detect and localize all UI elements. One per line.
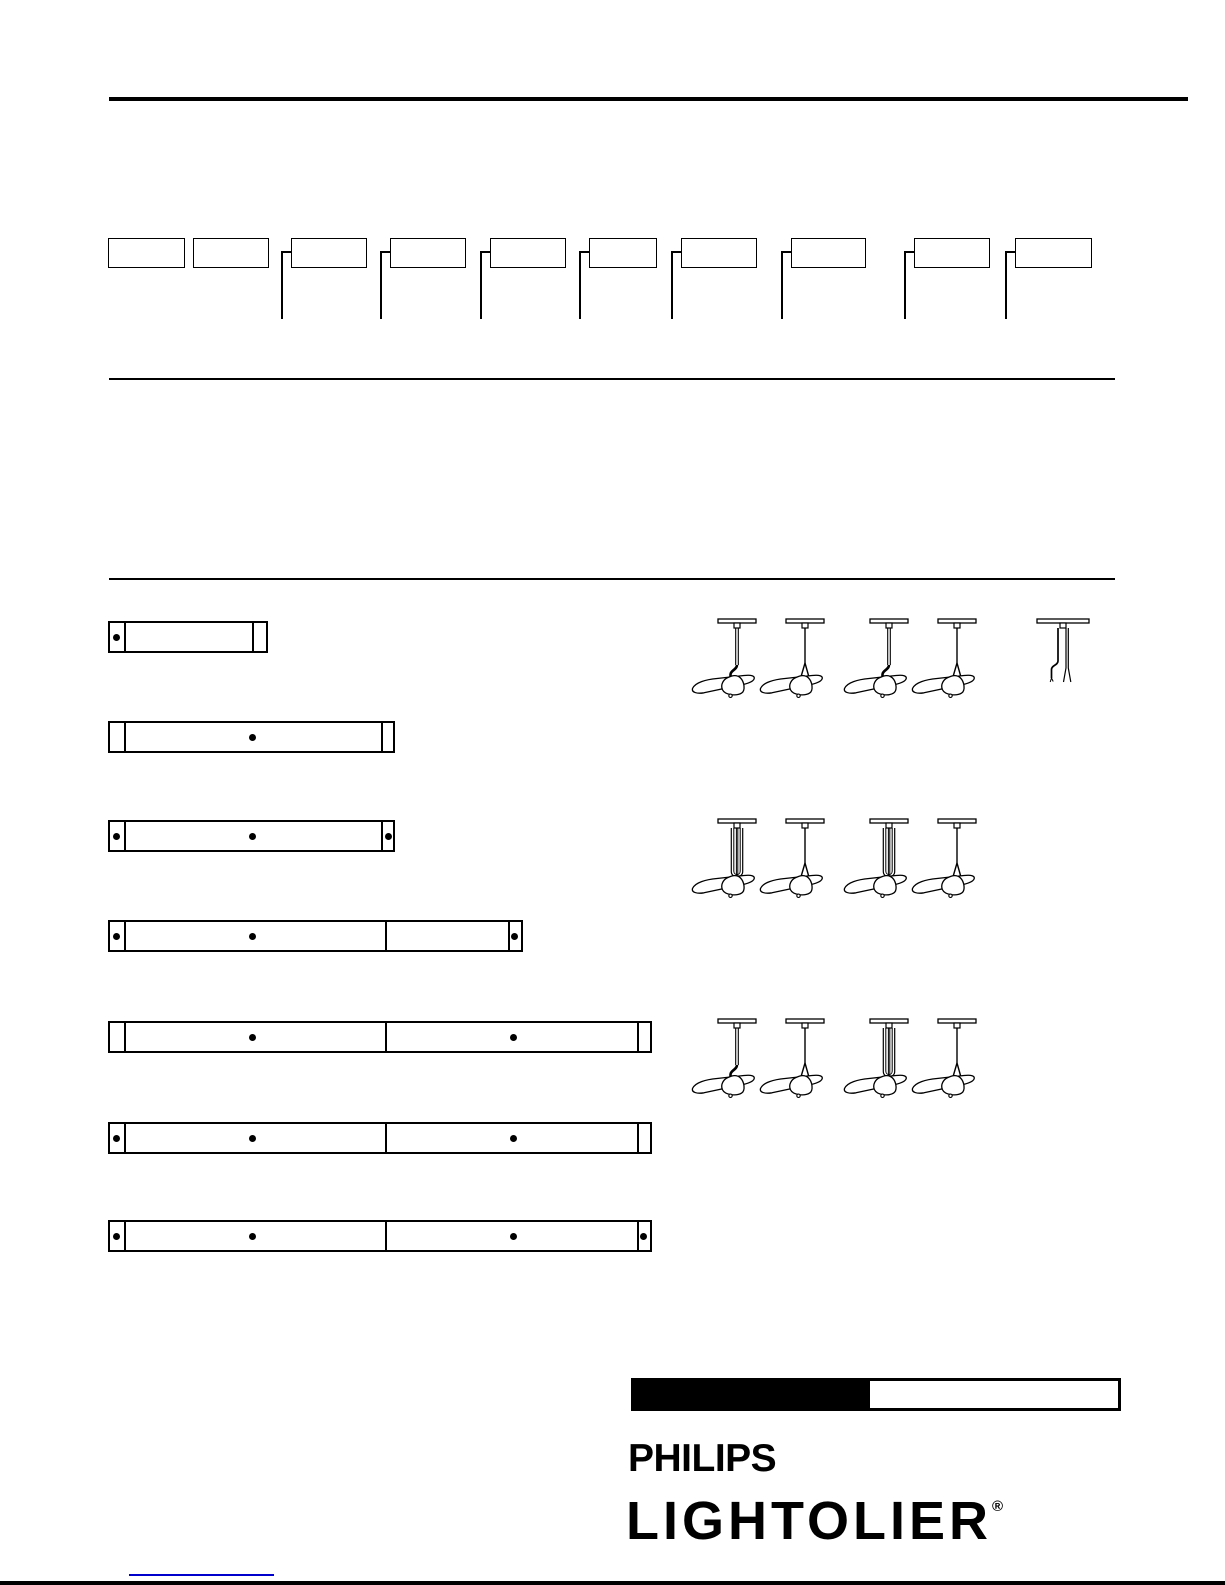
- mounting-point-dot: [510, 1233, 517, 1240]
- mounting-point-dot: [113, 1233, 120, 1240]
- pendant-mount-loop-diagram: [841, 816, 909, 902]
- mounting-point-dot: [640, 1233, 647, 1240]
- fixture-section-divider: [124, 1124, 126, 1152]
- order-box-connector-stub: [281, 251, 291, 253]
- registered-trademark-symbol: ®: [992, 1498, 1004, 1515]
- fixture-section-divider: [385, 1124, 387, 1152]
- order-code-box: [914, 238, 990, 268]
- fixture-section-divider: [381, 723, 383, 751]
- lightolier-wordmark: LIGHTOLIER: [626, 1491, 993, 1551]
- order-code-box: [791, 238, 866, 268]
- order-code-box: [193, 238, 269, 268]
- fixture-run-diagram: [108, 920, 523, 952]
- order-box-connector-dropline: [380, 251, 382, 319]
- mounting-point-dot: [113, 933, 120, 940]
- order-box-connector-dropline: [904, 251, 906, 319]
- mounting-point-dot: [385, 833, 392, 840]
- fixture-run-diagram: [108, 1220, 652, 1252]
- pendant-mount-loop-diagram: [689, 816, 757, 902]
- fixture-section-divider: [124, 1222, 126, 1250]
- pendant-mount-cable-y-diagram: [757, 1016, 825, 1102]
- mounting-point-dot: [249, 1233, 256, 1240]
- fixture-section-divider: [637, 1023, 639, 1051]
- fixture-section-divider: [124, 922, 126, 950]
- fixture-section-divider: [637, 1124, 639, 1152]
- pendant-mount-stem-kink-diagram: [689, 616, 757, 702]
- footer-link-underline[interactable]: [129, 1574, 274, 1576]
- fixture-run-diagram: [108, 1122, 652, 1154]
- order-code-box: [589, 238, 657, 268]
- order-box-connector-dropline: [281, 251, 283, 319]
- fixture-section-divider: [124, 1023, 126, 1051]
- order-box-connector-stub: [579, 251, 589, 253]
- pendant-mount-cable-y-diagram: [909, 1016, 977, 1102]
- mounting-point-dot: [113, 1135, 120, 1142]
- order-box-connector-stub: [781, 251, 791, 253]
- fixture-section-divider: [508, 922, 510, 950]
- page-bottom-bar: [0, 1581, 1225, 1585]
- footer-bar-white-segment: [867, 1378, 1121, 1411]
- order-box-connector-dropline: [781, 251, 783, 319]
- rule-middle: [109, 378, 1115, 380]
- order-code-box: [681, 238, 757, 268]
- fixture-run-diagram: [108, 721, 395, 753]
- pendant-mount-cable-y-diagram: [909, 616, 977, 702]
- rule-top: [109, 97, 1188, 101]
- mounting-point-dot: [249, 1034, 256, 1041]
- mounting-point-dot: [511, 933, 518, 940]
- order-box-connector-stub: [671, 251, 681, 253]
- order-box-connector-stub: [480, 251, 490, 253]
- fixture-run-diagram: [108, 621, 268, 653]
- fixture-run-diagram: [108, 1021, 652, 1053]
- order-box-connector-dropline: [671, 251, 673, 319]
- mounting-point-dot: [510, 1135, 517, 1142]
- fixture-section-divider: [385, 1222, 387, 1250]
- footer-bar-black-segment: [631, 1378, 867, 1411]
- mounting-point-dot: [249, 833, 256, 840]
- pendant-mount-bare-wires-diagram: [1034, 616, 1094, 696]
- order-box-connector-dropline: [579, 251, 581, 319]
- pendant-mount-cable-y-diagram: [757, 816, 825, 902]
- mounting-point-dot: [113, 833, 120, 840]
- fixture-section-divider: [381, 822, 383, 850]
- order-box-connector-stub: [380, 251, 390, 253]
- fixture-section-divider: [385, 922, 387, 950]
- order-code-box: [108, 238, 185, 268]
- mounting-point-dot: [510, 1034, 517, 1041]
- pendant-mount-loop-diagram: [841, 1016, 909, 1102]
- fixture-section-divider: [124, 822, 126, 850]
- mounting-point-dot: [249, 734, 256, 741]
- fixture-section-divider: [252, 623, 254, 651]
- lightolier-logo: [626, 1490, 1003, 1552]
- fixture-run-diagram: [108, 820, 395, 852]
- philips-logo: PHILIPS: [628, 1437, 777, 1480]
- pendant-mount-stem-kink-diagram: [841, 616, 909, 702]
- order-box-connector-stub: [1005, 251, 1015, 253]
- order-code-box: [490, 238, 566, 268]
- mounting-point-dot: [249, 1135, 256, 1142]
- fixture-section-divider: [637, 1222, 639, 1250]
- rule-lower: [109, 578, 1115, 580]
- fixture-section-divider: [385, 1023, 387, 1051]
- order-box-connector-stub: [904, 251, 914, 253]
- order-box-connector-dropline: [1005, 251, 1007, 319]
- fixture-section-divider: [124, 623, 126, 651]
- order-code-box: [390, 238, 466, 268]
- order-code-box: [291, 238, 367, 268]
- fixture-section-divider: [124, 723, 126, 751]
- pendant-mount-cable-y-diagram: [757, 616, 825, 702]
- order-box-connector-dropline: [480, 251, 482, 319]
- order-code-box: [1015, 238, 1092, 268]
- pendant-mount-stem-kink-diagram: [689, 1016, 757, 1102]
- pendant-mount-cable-y-diagram: [909, 816, 977, 902]
- mounting-point-dot: [113, 634, 120, 641]
- mounting-point-dot: [249, 933, 256, 940]
